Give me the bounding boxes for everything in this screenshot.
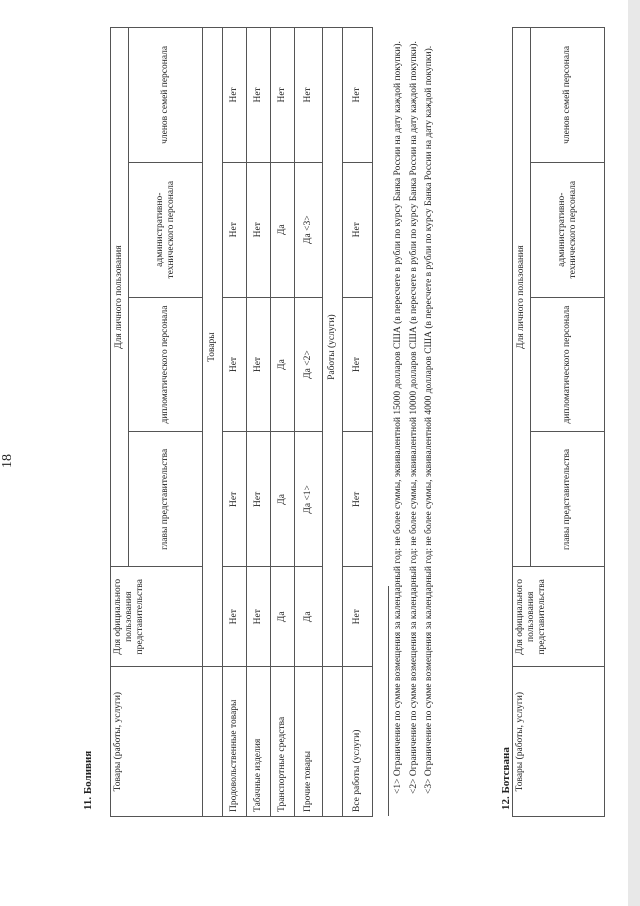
header-goods: Товары (работы, услуги) xyxy=(513,667,605,817)
row-name: Прочие товары xyxy=(295,667,323,817)
cell-admin: Да <3> xyxy=(295,162,323,297)
cell-families: Нет xyxy=(223,28,247,163)
cell-diplomatic: Да xyxy=(271,297,295,432)
cell-families: Нет xyxy=(247,28,271,163)
header-families: членов семей персонала xyxy=(129,28,203,163)
table-row xyxy=(271,28,295,817)
cell-head: Да <1> xyxy=(295,432,323,567)
header-diplomatic: дипломатического персонала xyxy=(129,297,203,432)
header-admin: административно-технического персонала xyxy=(129,162,203,297)
cell-head: Нет xyxy=(247,432,271,567)
cell-admin: Да xyxy=(271,162,295,297)
footnote-3: <3> Ограничение по сумме возмещения за календарный год: не более суммы, эквивалентной 4000 долларов США (в пересчете в рубли по курсу Банка России на дату каждой покупки). xyxy=(424,45,434,794)
header-official: Для официального пользования представительства xyxy=(111,567,203,667)
botswana-table xyxy=(512,27,605,817)
footnote-1: <1> Ограничение по сумме возмещения за календарный год: не более суммы, эквивалентной 15000 долларов США (в пересчете в рубли по курсу Банка России на дату каждой покупки). xyxy=(393,41,403,794)
bolivia-table xyxy=(110,27,373,817)
cell-head: Да xyxy=(271,432,295,567)
row-name: Все работы (услуги) xyxy=(343,667,373,817)
cell-diplomatic: Нет xyxy=(247,297,271,432)
cell-families: Нет xyxy=(295,28,323,163)
cell-official: Нет xyxy=(223,567,247,667)
header-diplomatic: дипломатического персонала xyxy=(531,297,605,432)
cell-diplomatic: Нет xyxy=(223,297,247,432)
cell-head: Нет xyxy=(343,432,373,567)
row-name: Табачные изделия xyxy=(247,667,271,817)
footnote-2: <2> Ограничение по сумме возмещения за календарный год: не более суммы, эквивалентной 10000 долларов США (в пересчете в рубли по курсу Банка России на дату каждой покупки). xyxy=(408,41,419,794)
header-personal: Для личного пользования xyxy=(111,28,129,567)
bolivia-heading: 11. Боливия xyxy=(82,750,94,810)
header-admin: административно-технического персонала xyxy=(531,162,605,297)
cell-admin: Нет xyxy=(343,162,373,297)
header-personal: Для личного пользования xyxy=(513,28,531,567)
cell-diplomatic: Да <2> xyxy=(295,297,323,432)
footnote-divider xyxy=(388,586,389,816)
botswana-heading: 12. Ботсвана xyxy=(500,747,512,810)
header-head: главы представительства xyxy=(531,432,605,567)
footnotes xyxy=(388,26,438,816)
row-name: Транспортные средства xyxy=(271,667,295,817)
table-row xyxy=(247,28,271,817)
cell-head: Нет xyxy=(223,432,247,567)
section-goods: Товары xyxy=(203,28,223,667)
cell-admin: Нет xyxy=(247,162,271,297)
section-works: Работы (услуги) xyxy=(323,28,343,667)
cell-families: Нет xyxy=(271,28,295,163)
cell-families: Нет xyxy=(343,28,373,163)
table-row xyxy=(343,28,373,817)
cell-official: Да xyxy=(271,567,295,667)
cell-admin: Нет xyxy=(223,162,247,297)
table-row xyxy=(223,28,247,817)
header-goods: Товары (работы, услуги) xyxy=(111,667,203,817)
cell-official: Нет xyxy=(343,567,373,667)
header-head: главы представительства xyxy=(129,432,203,567)
table-row xyxy=(295,28,323,817)
header-official: Для официального пользования представительства xyxy=(513,567,605,667)
header-families: членов семей персонала xyxy=(531,28,605,163)
cell-official: Нет xyxy=(247,567,271,667)
cell-official: Да xyxy=(295,567,323,667)
cell-diplomatic: Нет xyxy=(343,297,373,432)
page-number: 18 xyxy=(0,454,15,468)
scan-edge xyxy=(628,0,640,906)
row-name: Продовольственные товары xyxy=(223,667,247,817)
